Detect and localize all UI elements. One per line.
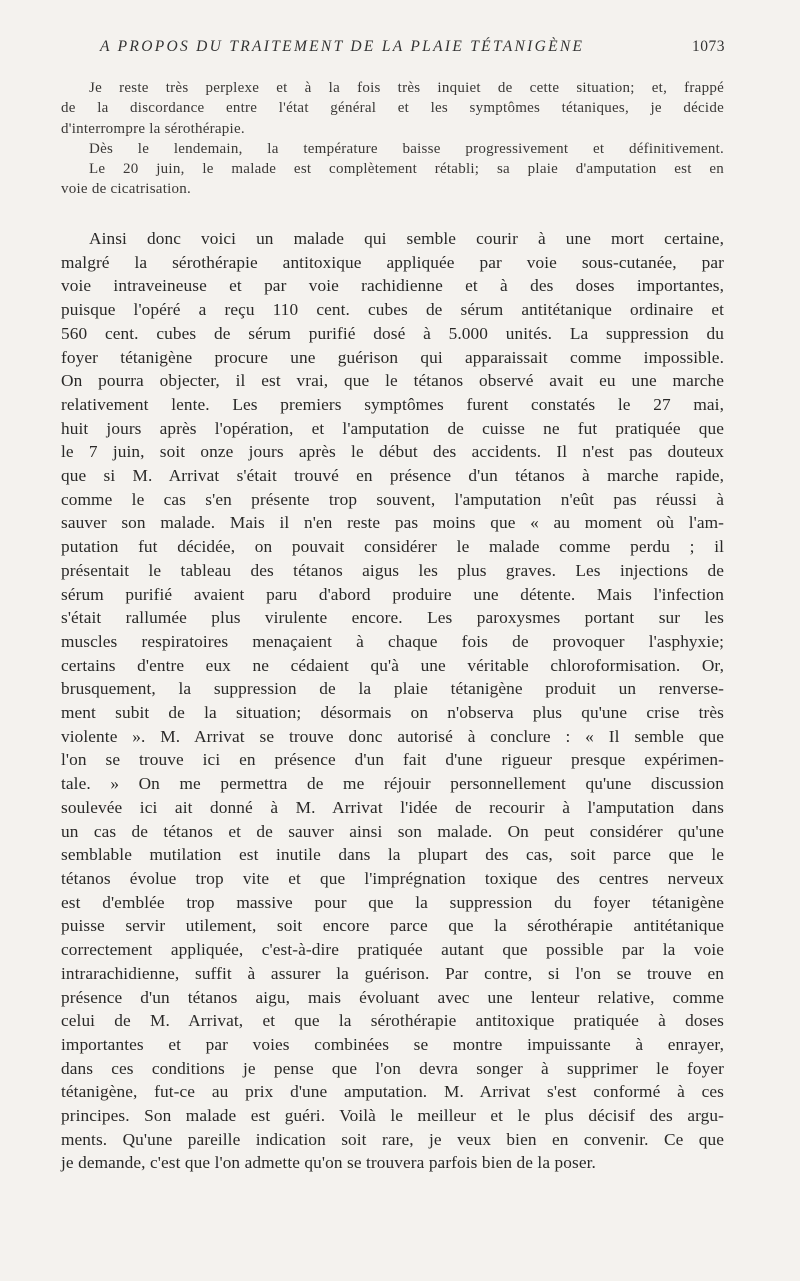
text-line: sauver son malade. Mais il n'en reste pas moins que « au moment où l'am- xyxy=(61,513,724,533)
text-line: putation fut décidée, on pouvait considérer le malade comme perdu ; il xyxy=(61,537,724,557)
text-line: correctement appliquée, c'est-à-dire pratiquée autant que possible par la voie xyxy=(61,940,724,960)
text-line: puisse servir utilement, soit encore parce que la sérothérapie antitétanique xyxy=(61,916,724,936)
text-line: Dès le lendemain, la température baisse progressivement et définitivement. xyxy=(89,140,724,157)
page-number: 1073 xyxy=(692,38,725,55)
text-line: huit jours après l'opération, et l'amputation de cuisse ne fut pratiquée que xyxy=(61,418,724,438)
text-line: que si M. Arrivat s'était trouvé en présence d'un tétanos à marche rapide, xyxy=(61,466,724,486)
text-line: puisque l'opéré a reçu 110 cent. cubes de sérum antitétanique ordinaire et xyxy=(61,300,724,320)
text-line: soulevée ici ait donné à M. Arrivat l'idée de recourir à l'amputation dans xyxy=(61,797,724,817)
text-line: comme le cas s'en présente trop souvent, l'amputation n'eût pas réussi à xyxy=(61,489,724,509)
text-line: sérum purifié avaient paru d'abord produire une détente. Mais l'infection xyxy=(61,584,724,604)
text-line: présentait le tableau des tétanos aigus les plus graves. Les injections de xyxy=(61,560,724,580)
text-line: un cas de tétanos et de sauver ainsi son malade. On peut considérer qu'une xyxy=(61,821,724,841)
text-line: relativement lente. Les premiers symptômes furent constatés le 27 mai, xyxy=(61,394,724,414)
text-line: tale. » On me permettra de me réjouir personnellement qu'une discussion xyxy=(61,774,724,794)
text-line: muscles respiratoires menaçaient à chaque fois de provoquer l'asphyxie; xyxy=(61,631,724,651)
small-print-paragraphs xyxy=(61,78,724,200)
text-line: Ainsi donc voici un malade qui semble courir à une mort certaine, xyxy=(89,229,724,248)
text-line: brusquement, la suppression de la plaie tétanigène produit un renverse- xyxy=(61,679,724,699)
text-line: violente ». M. Arrivat se trouve donc autorisé à conclure : « Il semble que xyxy=(61,726,724,746)
text-line: de la discordance entre l'état général et les symptômes tétaniques, je décide xyxy=(61,100,724,117)
text-line: semblable mutilation est inutile dans la plupart des cas, soit parce que le xyxy=(61,845,724,865)
text-line: le 7 juin, soit onze jours après le début des accidents. Il n'est pas douteux xyxy=(61,442,724,462)
text-line: Le 20 juin, le malade est complètement rétabli; sa plaie d'amputation est en xyxy=(89,161,724,178)
main-paragraph xyxy=(61,227,724,1175)
text-line: ment subit de la situation; désormais on n'observa plus qu'une crise très xyxy=(61,703,724,723)
text-line: malgré la sérothérapie antitoxique appliquée par voie sous-cutanée, par xyxy=(61,252,724,272)
text-line: principes. Son malade est guéri. Voilà le meilleur et le plus décisif des argu- xyxy=(61,1106,724,1126)
text-line: est d'emblée trop massive pour que la suppression du foyer tétanigène xyxy=(61,892,724,912)
text-line: voie de cicatrisation. xyxy=(61,181,192,198)
text-line: On pourra objecter, il est vrai, que le tétanos observé avait eu une marche xyxy=(61,371,724,391)
text-line: importantes et par voies combinées se montre impuissante à enrayer, xyxy=(61,1034,724,1054)
text-line: l'on se trouve ici en présence d'un fait d'une rigueur presque expérimen- xyxy=(61,750,724,770)
text-line: tétanigène, fut-ce au prix d'une amputation. M. Arrivat s'est conformé à ces xyxy=(61,1082,724,1102)
text-line: d'interrompre la sérothérapie. xyxy=(61,120,245,137)
text-line: Je reste très perplexe et à la fois très inquiet de cette situation; et, frappé xyxy=(89,80,724,96)
running-head-title: A PROPOS DU TRAITEMENT DE LA PLAIE TÉTANIGÈNE xyxy=(100,38,585,55)
text-line: intrarachidienne, suffit à assurer la guérison. Par contre, si l'on se trouve en xyxy=(61,963,724,983)
text-line: 560 cent. cubes de sérum purifié dosé à 5.000 unités. La suppression du xyxy=(61,323,724,343)
text-line: certains d'entre eux ne cédaient qu'à une véritable chloroformisation. Or, xyxy=(61,655,724,675)
text-line: ments. Qu'une pareille indication soit rare, je veux bien en convenir. Ce que xyxy=(61,1129,724,1149)
text-line: présence d'un tétanos aigu, mais évoluant avec une lenteur relative, comme xyxy=(61,987,724,1007)
text-line: foyer tétanigène procure une guérison qui apparaissait comme impossible. xyxy=(61,347,724,367)
text-line: je demande, c'est que l'on admette qu'on se trouvera parfois bien de la poser. xyxy=(61,1153,596,1173)
text-line: celui de M. Arrivat, et que la sérothérapie antitoxique pratiquée à doses xyxy=(61,1011,724,1031)
text-line: voie intraveineuse et par voie rachidienne et à des doses importantes, xyxy=(61,276,724,296)
text-line: dans ces conditions je pense que l'on devra songer à supprimer le foyer xyxy=(61,1058,724,1078)
text-line: tétanos évolue trop vite et que l'imprégnation toxique des centres nerveux xyxy=(61,868,724,888)
text-line: s'était rallumée plus virulente encore. Les paroxysmes portant sur les xyxy=(61,608,724,628)
